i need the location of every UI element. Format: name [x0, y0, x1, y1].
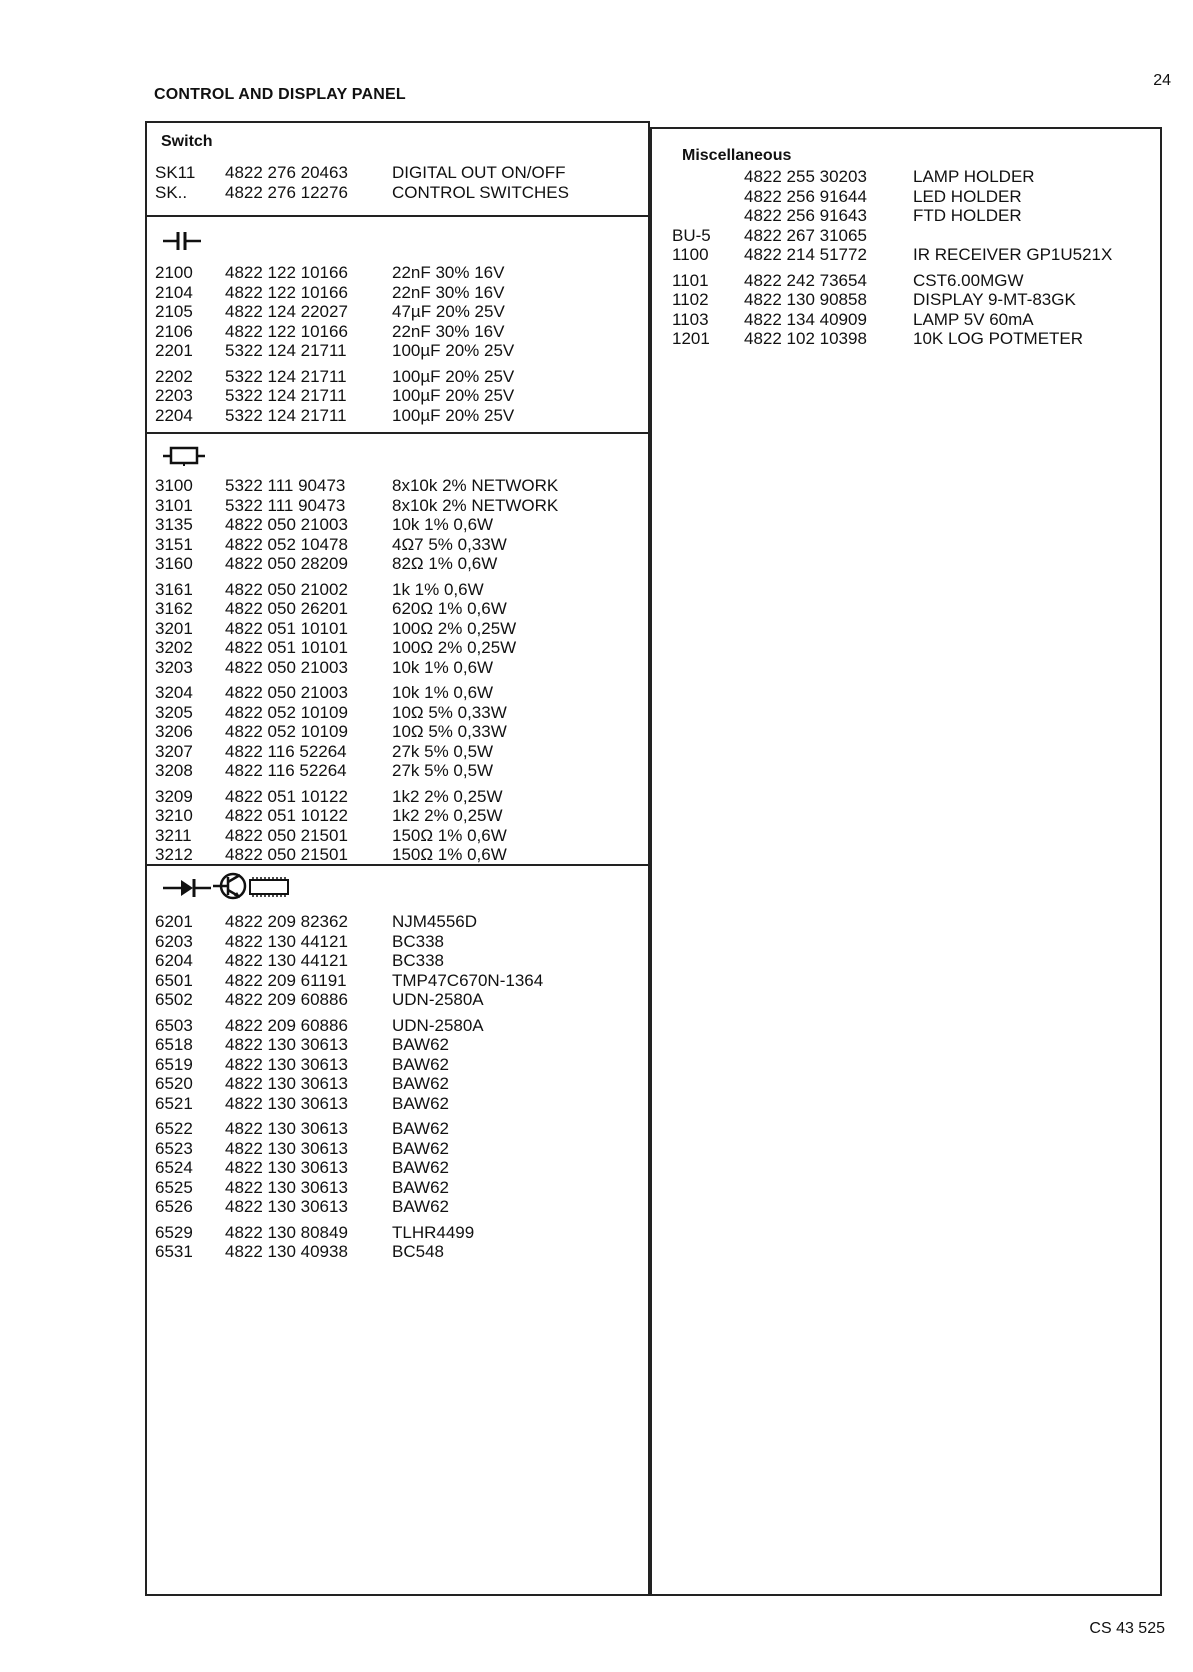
- part-row: [155, 406, 648, 426]
- part-row: [672, 206, 1160, 226]
- part-desc: TMP47C670N-1364: [392, 970, 544, 990]
- part-row: [155, 1094, 648, 1114]
- part-row: [155, 163, 648, 183]
- part-ref: 6519: [155, 1054, 193, 1074]
- part-code: 4822 124 22027: [225, 302, 348, 321]
- part-group: [155, 367, 648, 426]
- part-ref: 2204: [155, 405, 193, 425]
- part-code: 4822 050 21002: [225, 579, 348, 599]
- part-code: 4822 122 10166: [225, 282, 348, 302]
- page-number: 24: [1153, 72, 1171, 89]
- part-desc: 22nF 30% 16V: [392, 263, 505, 282]
- part-ref: 2105: [155, 302, 193, 321]
- part-code: 4822 130 30613: [225, 1074, 348, 1093]
- part-code: 5322 124 21711: [225, 405, 347, 425]
- part-ref: 6521: [155, 1093, 193, 1113]
- part-ref: 6501: [155, 970, 193, 990]
- part-code: 4822 051 10101: [225, 638, 348, 657]
- part-ref: 2202: [155, 366, 193, 386]
- part-row: [155, 367, 648, 387]
- document-code: CS 43 525: [1089, 1620, 1165, 1637]
- part-code: 4822 130 30613: [225, 1119, 348, 1138]
- part-code: 4822 255 30203: [744, 167, 867, 186]
- part-code: 4822 130 30613: [225, 1035, 348, 1054]
- part-row: [672, 290, 1160, 310]
- part-ref: 6524: [155, 1158, 193, 1177]
- part-code: 4822 134 40909: [744, 309, 867, 329]
- part-row: [155, 515, 648, 535]
- part-desc: BAW62: [392, 1093, 450, 1113]
- part-row: [155, 845, 648, 865]
- part-desc: 1k 1% 0,6W: [392, 579, 484, 599]
- part-code: 5322 124 21711: [225, 341, 347, 360]
- part-code: 4822 052 10478: [225, 534, 348, 554]
- part-desc: 620Ω 1% 0,6W: [392, 599, 507, 618]
- part-row: [155, 742, 648, 762]
- part-ref: 6529: [155, 1222, 193, 1242]
- part-ref: 1101: [672, 270, 709, 290]
- part-ref: 2201: [155, 341, 193, 360]
- part-code: 4822 130 80849: [225, 1222, 348, 1242]
- part-code: 4822 130 30613: [225, 1197, 348, 1216]
- part-ref: 3162: [155, 599, 193, 618]
- part-group: [672, 271, 1160, 349]
- part-desc: DISPLAY 9-MT-83GK: [913, 290, 1076, 309]
- part-group: [155, 787, 648, 865]
- misc-heading: Miscellaneous: [682, 147, 792, 164]
- part-code: 4822 050 21003: [225, 515, 348, 534]
- part-desc: NJM4556D: [392, 912, 478, 931]
- part-code: 4822 130 30613: [225, 1138, 348, 1158]
- part-ref: 3205: [155, 702, 193, 722]
- part-ref: 1201: [672, 329, 710, 348]
- part-ref: 3201: [155, 618, 193, 638]
- resistor-rows: [155, 476, 648, 871]
- part-code: 4822 050 21003: [225, 657, 348, 677]
- part-ref: BU-5: [672, 225, 711, 245]
- part-ref: 6523: [155, 1138, 193, 1158]
- part-row: [155, 1055, 648, 1075]
- part-ref: [672, 187, 744, 207]
- part-desc: CST6.00MGW: [913, 270, 1024, 290]
- part-ref: 3206: [155, 722, 193, 741]
- capacitor-section: [147, 215, 648, 434]
- part-desc: 8x10k 2% NETWORK: [392, 476, 559, 495]
- part-code: 4822 242 73654: [744, 270, 867, 290]
- part-row: [155, 912, 648, 932]
- part-row: [155, 951, 648, 971]
- misc-rows: [672, 167, 1160, 355]
- part-desc: 27k 5% 0,5W: [392, 741, 494, 761]
- part-code: 4822 116 52264: [225, 741, 347, 761]
- part-group: [155, 1016, 648, 1114]
- part-code: 4822 102 10398: [744, 329, 867, 348]
- part-ref: 3151: [155, 534, 193, 554]
- part-row: [155, 826, 648, 846]
- part-desc: FTD HOLDER: [913, 206, 1022, 225]
- part-row: [155, 580, 648, 600]
- part-desc: BC338: [392, 951, 444, 970]
- part-desc: 10Ω 5% 0,33W: [392, 702, 507, 722]
- part-desc: DIGITAL OUT ON/OFF: [392, 163, 566, 182]
- part-ref: 3208: [155, 761, 193, 780]
- part-group: [155, 476, 648, 574]
- part-code: 4822 122 10166: [225, 321, 348, 341]
- part-ref: 6522: [155, 1119, 193, 1138]
- part-code: 5322 124 21711: [225, 386, 347, 405]
- part-code: 4822 050 26201: [225, 599, 348, 618]
- part-desc: 1k2 2% 0,25W: [392, 786, 503, 806]
- semiconductor-section: [147, 864, 648, 1594]
- part-code: 4822 122 10166: [225, 263, 348, 282]
- part-code: 5322 111 90473: [225, 476, 346, 495]
- part-code: 4822 267 31065: [744, 225, 867, 245]
- part-code: 4822 050 28209: [225, 554, 348, 573]
- part-code: 4822 209 60886: [225, 1015, 348, 1035]
- part-ref: 3207: [155, 741, 193, 761]
- part-desc: 4Ω7 5% 0,33W: [392, 534, 507, 554]
- part-code: 4822 214 51772: [744, 245, 867, 264]
- part-ref: 3204: [155, 683, 193, 702]
- part-row: [155, 183, 648, 203]
- part-desc: IR RECEIVER GP1U521X: [913, 245, 1113, 264]
- part-ref: 3135: [155, 515, 193, 534]
- part-group: [155, 163, 648, 202]
- part-desc: 10K LOG POTMETER: [913, 329, 1084, 348]
- semiconductor-rows: [155, 912, 648, 1268]
- part-row: [155, 1242, 648, 1262]
- part-ref: 6531: [155, 1242, 193, 1261]
- part-ref: 3209: [155, 786, 193, 806]
- part-row: [155, 1016, 648, 1036]
- part-code: 4822 130 44121: [225, 951, 348, 970]
- part-desc: LED HOLDER: [913, 186, 1022, 206]
- part-code: 4822 130 44121: [225, 931, 348, 951]
- part-ref: 3212: [155, 845, 193, 864]
- switch-rows: [155, 163, 648, 208]
- part-row: [155, 599, 648, 619]
- part-code: 4822 051 10101: [225, 618, 348, 638]
- part-ref: 3202: [155, 638, 193, 657]
- part-row: [155, 476, 648, 496]
- part-row: [155, 322, 648, 342]
- part-row: [155, 1074, 648, 1094]
- part-code: 4822 276 12276: [225, 182, 348, 202]
- part-row: [155, 932, 648, 952]
- part-desc: BC548: [392, 1242, 444, 1261]
- part-desc: BAW62: [392, 1035, 450, 1054]
- part-group: [155, 1119, 648, 1217]
- part-desc: 10k 1% 0,6W: [392, 657, 494, 677]
- part-row: [672, 226, 1160, 246]
- part-code: 4822 130 30613: [225, 1054, 348, 1074]
- part-desc: BAW62: [392, 1138, 450, 1158]
- part-desc: BAW62: [392, 1074, 450, 1093]
- part-code: 4822 130 40938: [225, 1242, 348, 1261]
- part-ref: 6204: [155, 951, 193, 970]
- part-desc: CONTROL SWITCHES: [392, 182, 569, 202]
- part-code: 5322 111 90473: [225, 495, 346, 515]
- part-desc: 1k2 2% 0,25W: [392, 806, 503, 825]
- part-row: [155, 1223, 648, 1243]
- part-ref: 3211: [155, 825, 192, 845]
- part-code: 4822 209 60886: [225, 990, 348, 1009]
- part-row: [155, 263, 648, 283]
- part-ref: 6520: [155, 1074, 193, 1093]
- part-desc: BAW62: [392, 1177, 450, 1197]
- part-row: [672, 245, 1160, 265]
- part-row: [155, 658, 648, 678]
- part-ref: 1100: [672, 245, 709, 264]
- part-row: [155, 787, 648, 807]
- part-desc: TLHR4499: [392, 1222, 475, 1242]
- part-code: 4822 130 30613: [225, 1177, 348, 1197]
- part-code: 4822 052 10109: [225, 722, 348, 741]
- part-group: [155, 912, 648, 1010]
- part-ref: 3100: [155, 476, 193, 495]
- part-group: [155, 580, 648, 678]
- part-ref: 2106: [155, 321, 193, 341]
- part-desc: 100µF 20% 25V: [392, 366, 515, 386]
- part-desc: BAW62: [392, 1119, 450, 1138]
- part-ref: 2203: [155, 386, 193, 405]
- capacitor-symbol-icon: [161, 229, 205, 253]
- part-ref: 6503: [155, 1015, 193, 1035]
- part-row: [672, 187, 1160, 207]
- part-ref: 3203: [155, 657, 193, 677]
- part-desc: LAMP 5V 60mA: [913, 309, 1034, 329]
- part-ref: SK11: [155, 163, 196, 182]
- part-desc: 100Ω 2% 0,25W: [392, 618, 517, 638]
- part-ref: 3161: [155, 579, 193, 599]
- part-row: [155, 761, 648, 781]
- part-row: [155, 1119, 648, 1139]
- part-row: [155, 619, 648, 639]
- right-parts-panel: [650, 127, 1162, 1596]
- part-row: [155, 703, 648, 723]
- part-row: [672, 329, 1160, 349]
- switch-heading: Switch: [161, 133, 213, 150]
- part-row: [155, 341, 648, 361]
- part-code: 4822 116 52264: [225, 761, 347, 780]
- part-ref: 6518: [155, 1035, 193, 1054]
- part-ref: 2104: [155, 282, 193, 302]
- part-code: 4822 130 30613: [225, 1093, 348, 1113]
- part-group: [155, 263, 648, 361]
- part-desc: 100µF 20% 25V: [392, 386, 515, 405]
- part-ref: 2100: [155, 263, 193, 282]
- part-row: [155, 638, 648, 658]
- page-title: CONTROL AND DISPLAY PANEL: [154, 86, 406, 103]
- part-desc: 100µF 20% 25V: [392, 341, 515, 360]
- part-code: 4822 209 82362: [225, 912, 348, 931]
- part-desc: 100µF 20% 25V: [392, 405, 515, 425]
- resistor-symbol-icon: [161, 444, 209, 468]
- part-row: [155, 554, 648, 574]
- part-desc: 100Ω 2% 0,25W: [392, 638, 517, 657]
- part-row: [672, 167, 1160, 187]
- part-ref: 3210: [155, 806, 193, 825]
- part-code: 4822 256 91644: [744, 186, 867, 206]
- part-desc: LAMP HOLDER: [913, 167, 1035, 186]
- part-desc: BAW62: [392, 1054, 450, 1074]
- resistor-section: [147, 432, 648, 866]
- part-row: [155, 535, 648, 555]
- part-code: 4822 130 30613: [225, 1158, 348, 1177]
- part-desc: 22nF 30% 16V: [392, 321, 505, 341]
- capacitor-rows: [155, 263, 648, 431]
- diode-transistor-ic-symbol-icon: [161, 868, 311, 904]
- part-desc: 22nF 30% 16V: [392, 282, 505, 302]
- part-desc: 10k 1% 0,6W: [392, 515, 494, 534]
- part-desc: 150Ω 1% 0,6W: [392, 825, 507, 845]
- part-code: 4822 051 10122: [225, 806, 348, 825]
- part-ref: [672, 167, 744, 187]
- switch-section: [147, 123, 648, 217]
- part-ref: SK..: [155, 182, 188, 202]
- part-ref: 6502: [155, 990, 193, 1009]
- part-desc: 10k 1% 0,6W: [392, 683, 494, 702]
- part-row: [155, 283, 648, 303]
- part-desc: 27k 5% 0,5W: [392, 761, 494, 780]
- part-row: [672, 310, 1160, 330]
- part-code: 4822 130 90858: [744, 290, 867, 309]
- part-row: [155, 1035, 648, 1055]
- part-desc: 150Ω 1% 0,6W: [392, 845, 507, 864]
- part-ref: 6201: [155, 912, 193, 931]
- part-row: [155, 971, 648, 991]
- part-ref: 3101: [155, 495, 193, 515]
- left-parts-panel: [145, 121, 650, 1596]
- part-row: [155, 1158, 648, 1178]
- part-ref: 1102: [672, 290, 709, 309]
- part-row: [155, 806, 648, 826]
- part-desc: UDN-2580A: [392, 990, 484, 1009]
- part-code: 5322 124 21711: [225, 366, 347, 386]
- part-ref: 6526: [155, 1197, 193, 1216]
- part-row: [155, 1139, 648, 1159]
- part-row: [155, 722, 648, 742]
- part-ref: [672, 206, 744, 226]
- part-row: [155, 496, 648, 516]
- part-code: 4822 050 21501: [225, 845, 348, 864]
- part-desc: 10Ω 5% 0,33W: [392, 722, 507, 741]
- part-ref: 6203: [155, 931, 193, 951]
- part-row: [155, 1197, 648, 1217]
- part-desc: [913, 226, 1160, 246]
- part-code: 4822 256 91643: [744, 206, 867, 225]
- part-group: [672, 167, 1160, 265]
- part-desc: 82Ω 1% 0,6W: [392, 554, 498, 573]
- part-desc: BAW62: [392, 1197, 450, 1216]
- part-desc: BAW62: [392, 1158, 450, 1177]
- part-row: [672, 271, 1160, 291]
- part-code: 4822 050 21003: [225, 683, 348, 702]
- part-row: [155, 386, 648, 406]
- part-row: [155, 302, 648, 322]
- part-group: [155, 683, 648, 781]
- part-code: 4822 052 10109: [225, 702, 348, 722]
- part-group: [155, 1223, 648, 1262]
- part-code: 4822 051 10122: [225, 786, 348, 806]
- part-desc: BC338: [392, 931, 444, 951]
- part-code: 4822 209 61191: [225, 970, 347, 990]
- part-row: [155, 1178, 648, 1198]
- part-row: [155, 990, 648, 1010]
- part-ref: 3160: [155, 554, 193, 573]
- part-ref: 1103: [672, 309, 709, 329]
- part-row: [155, 683, 648, 703]
- part-ref: 6525: [155, 1177, 193, 1197]
- part-desc: 47µF 20% 25V: [392, 302, 505, 321]
- part-code: 4822 276 20463: [225, 163, 348, 182]
- part-code: 4822 050 21501: [225, 825, 348, 845]
- part-desc: 8x10k 2% NETWORK: [392, 495, 559, 515]
- part-desc: UDN-2580A: [392, 1015, 484, 1035]
